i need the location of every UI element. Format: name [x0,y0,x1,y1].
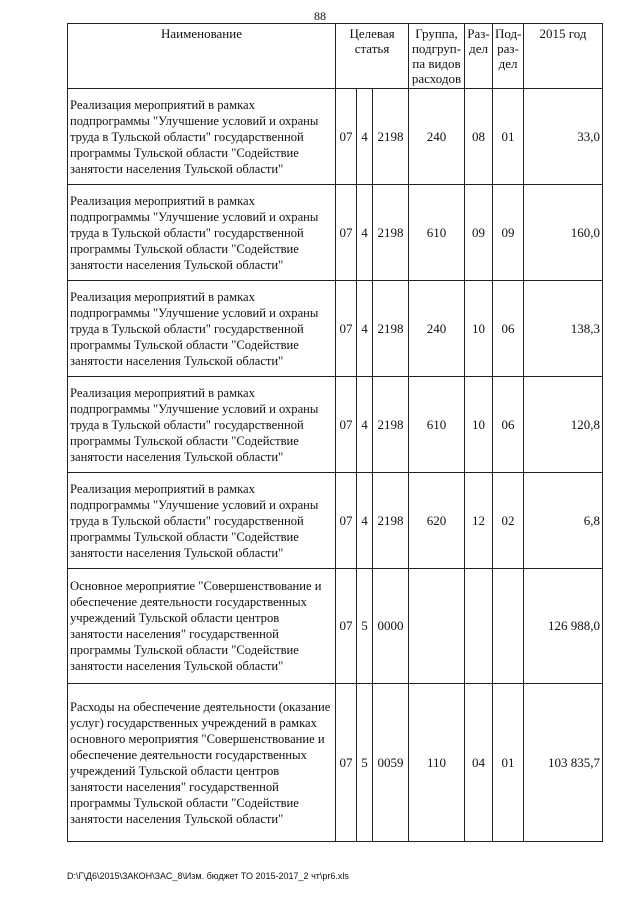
header-target: Целевая статья [336,24,409,89]
amount-cell: 160,0 [524,185,603,281]
target-program-cell: 07 [336,185,357,281]
table-row [68,684,603,842]
target-direction-cell: 0000 [373,569,409,684]
amount-cell: 138,3 [524,281,603,377]
target-program-cell: 07 [336,89,357,185]
target-program-cell: 07 [336,473,357,569]
section-cell: 09 [465,185,493,281]
expense-group-cell: 620 [409,473,465,569]
table-row [68,185,603,281]
name-cell: Реализация мероприятий в рамках подпрограммы "Улучшение условий и охраны труда в Тульской области" государственной программы Тульской области "Содействие занятости населения Тульской области" [68,89,336,185]
header-section: Раз-дел [465,24,493,89]
page-number: 88 [314,9,326,23]
table-row [68,377,603,473]
expense-group-cell [409,569,465,684]
name-cell: Реализация мероприятий в рамках подпрограммы "Улучшение условий и охраны труда в Тульской области" государственной программы Тульской области "Содействие занятости населения Тульской области" [68,281,336,377]
expense-group-cell: 110 [409,684,465,842]
budget-table [67,23,603,842]
subsection-cell: 02 [493,473,524,569]
header-row [68,24,603,89]
table-row [68,281,603,377]
subsection-cell: 09 [493,185,524,281]
amount-cell: 103 835,7 [524,684,603,842]
target-subprogram-cell: 4 [357,473,373,569]
section-cell: 10 [465,281,493,377]
target-program-cell: 07 [336,377,357,473]
section-cell: 04 [465,684,493,842]
target-subprogram-cell: 4 [357,185,373,281]
amount-cell: 6,8 [524,473,603,569]
name-cell: Основное мероприятие "Совершенствование и обеспечение деятельности государственных учреждений Тульской области центров занятости населения" государственной программы Тульской области "Содействие занятости населения Тульской области" [68,569,336,684]
target-direction-cell: 0059 [373,684,409,842]
target-program-cell: 07 [336,684,357,842]
section-cell [465,569,493,684]
target-direction-cell: 2198 [373,185,409,281]
subsection-cell: 06 [493,281,524,377]
subsection-cell: 01 [493,684,524,842]
target-direction-cell: 2198 [373,473,409,569]
amount-cell: 33,0 [524,89,603,185]
target-program-cell: 07 [336,569,357,684]
table-row [68,473,603,569]
subsection-cell [493,569,524,684]
expense-group-cell: 610 [409,377,465,473]
target-subprogram-cell: 4 [357,281,373,377]
target-subprogram-cell: 5 [357,684,373,842]
header-subsection: Под-раз-дел [493,24,524,89]
target-subprogram-cell: 4 [357,89,373,185]
subsection-cell: 01 [493,89,524,185]
expense-group-cell: 240 [409,89,465,185]
expense-group-cell: 240 [409,281,465,377]
name-cell: Расходы на обеспечение деятельности (оказание услуг) государственных учреждений в рамках основного мероприятия "Совершенствование и обеспечение деятельности государственных учреждений Тульской области центров занятости населения" государственной программы Тульской области "Содействие занятости населения Тульской области" [68,684,336,842]
section-cell: 10 [465,377,493,473]
section-cell: 12 [465,473,493,569]
table-row [68,569,603,684]
target-direction-cell: 2198 [373,281,409,377]
target-program-cell: 07 [336,281,357,377]
file-path-footer: D:\Г\Д6\2015\ЗАКОН\ЗАС_8\Изм. бюджет ТО 2015-2017_2 чт\pr6.xls [67,871,349,881]
header-year: 2015 год [524,24,603,89]
name-cell: Реализация мероприятий в рамках подпрограммы "Улучшение условий и охраны труда в Тульской области" государственной программы Тульской области "Содействие занятости населения Тульской области" [68,377,336,473]
name-cell: Реализация мероприятий в рамках подпрограммы "Улучшение условий и охраны труда в Тульской области" государственной программы Тульской области "Содействие занятости населения Тульской области" [68,185,336,281]
target-direction-cell: 2198 [373,377,409,473]
header-group: Группа, подгруп-па видов расходов [409,24,465,89]
amount-cell: 126 988,0 [524,569,603,684]
header-name: Наименование [68,24,336,89]
target-subprogram-cell: 5 [357,569,373,684]
subsection-cell: 06 [493,377,524,473]
name-cell: Реализация мероприятий в рамках подпрограммы "Улучшение условий и охраны труда в Тульской области" государственной программы Тульской области "Содействие занятости населения Тульской области" [68,473,336,569]
target-subprogram-cell: 4 [357,377,373,473]
expense-group-cell: 610 [409,185,465,281]
section-cell: 08 [465,89,493,185]
table-row [68,89,603,185]
target-direction-cell: 2198 [373,89,409,185]
amount-cell: 120,8 [524,377,603,473]
